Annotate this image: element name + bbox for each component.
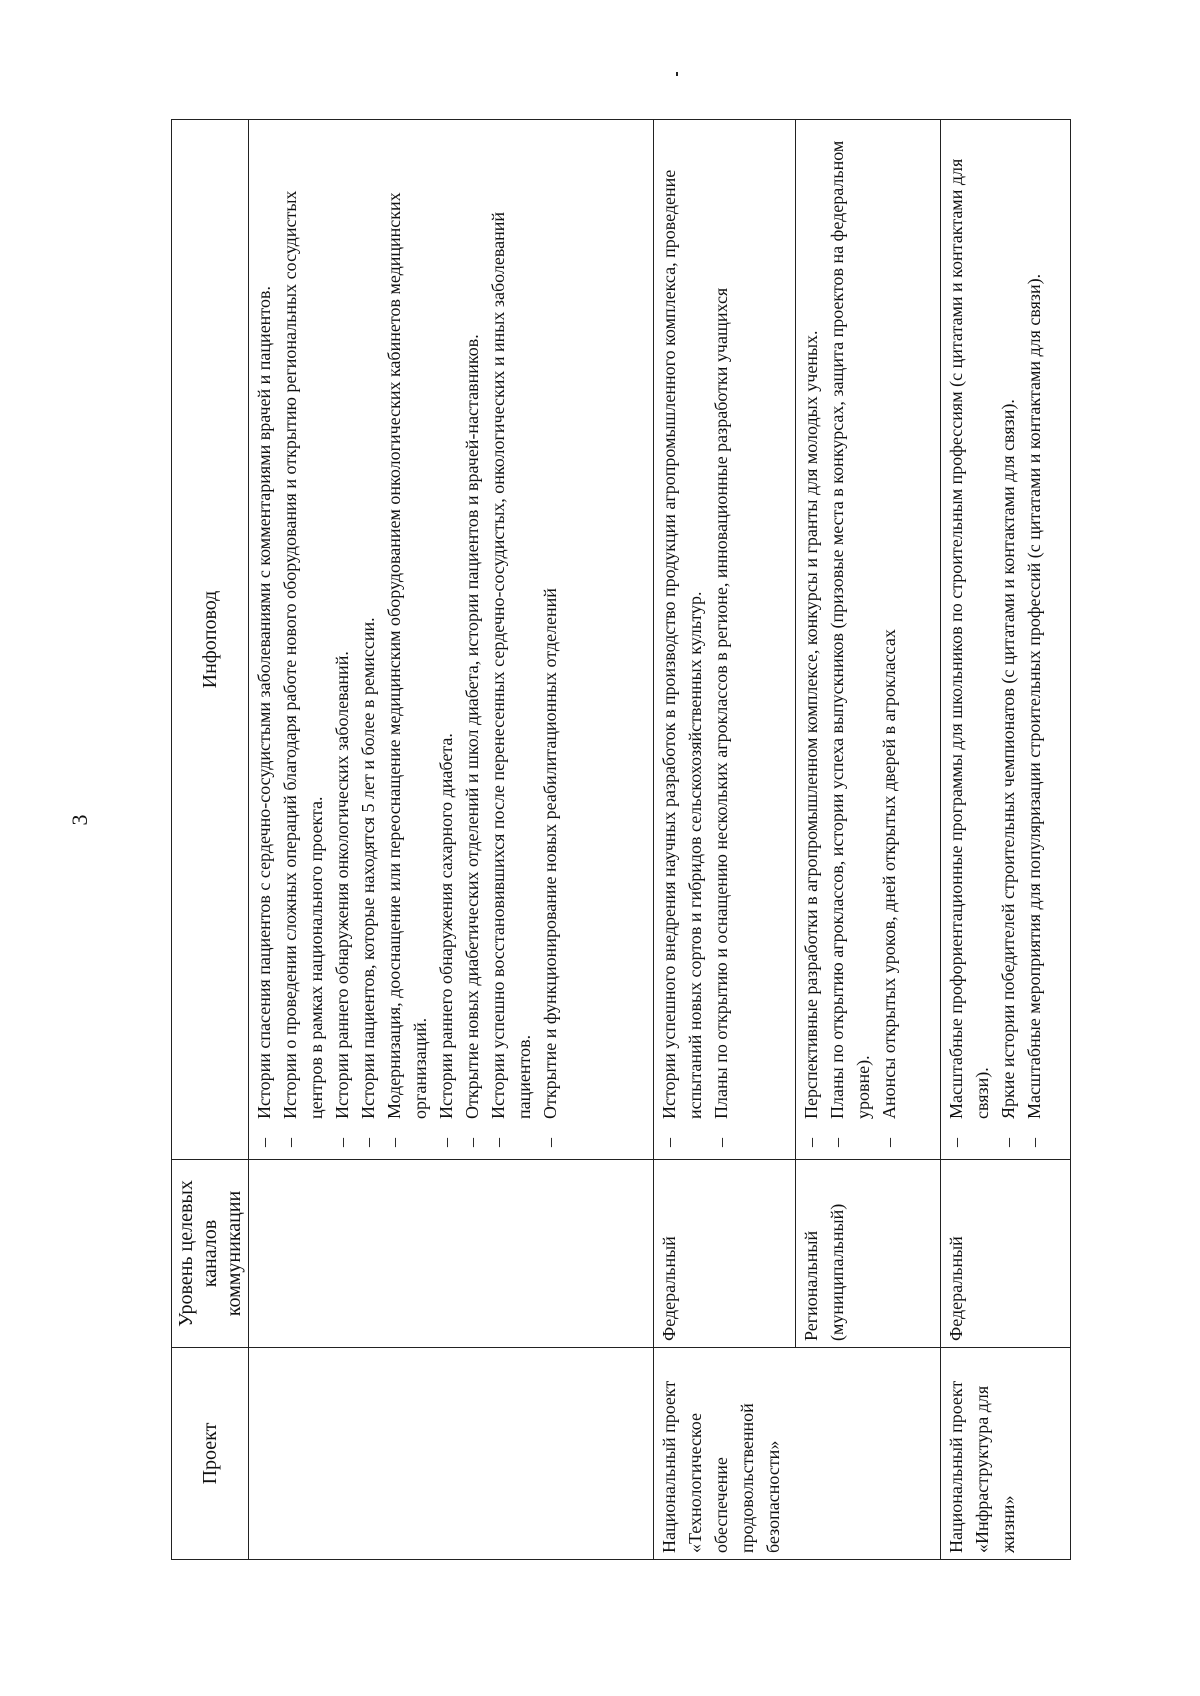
list-item: – Перспективные разработки в агропромышленном комплексе, конкурсы и гранты для молодых ученых. (798, 126, 824, 1153)
list-item: – Истории успешного внедрения научных разработок в производство продукции агропромышленного комплекса, проведение испытаний новых сортов и гибридов сельскохозяйственных культур. (656, 126, 708, 1153)
table-row (654, 120, 796, 1560)
info-cell (941, 120, 1071, 1160)
info-cell (796, 120, 941, 1160)
list-item: – Открытие и функционирование новых реабилитационных отделений (537, 126, 563, 1153)
list-item: – Истории успешно восстановившихся после перенесенных сердечно-сосудистых, онкологических и иных заболеваний пациентов. (485, 126, 537, 1153)
scan-speck (676, 72, 678, 76)
project-cell: Национальный проект «Технологическое обеспечение продовольственной безопасности» (654, 1348, 941, 1560)
list-item: – Истории о проведении сложных операций благодаря работе нового оборудования и открытию региональных сосудистых центров в рамках национального проекта. (277, 126, 329, 1153)
info-cell (249, 120, 654, 1160)
list-item: – Масштабные мероприятия для популяризации строительных профессий (с цитатами и контактами для связи). (1021, 126, 1047, 1153)
list-item: – Модернизация, дооснащение или переоснащение медицинским оборудованием онкологических кабинетов медицинских организаций. (381, 126, 433, 1153)
project-cell (249, 1348, 654, 1560)
info-cell (654, 120, 796, 1160)
table-header-row (172, 120, 249, 1560)
page-number: 3 (67, 814, 92, 826)
list-item: – Истории пациентов, которые находятся 5 лет и более в ремиссии. (355, 126, 381, 1153)
list-item: – Открытие новых диабетических отделений и школ диабета, истории пациентов и врачей-наставников. (459, 126, 485, 1153)
level-cell: Региональный (муниципальный) (796, 1160, 941, 1348)
rotated-table-wrapper (171, 120, 1071, 1560)
table-row (249, 120, 654, 1560)
list-item: – Истории раннего обнаружения онкологических заболеваний. (329, 126, 355, 1153)
level-cell: Федеральный (654, 1160, 796, 1348)
table-row (941, 120, 1071, 1560)
info-list (798, 126, 902, 1153)
info-list (656, 126, 734, 1153)
infopovod-table (171, 119, 1071, 1560)
info-list (943, 126, 1047, 1153)
level-cell (249, 1160, 654, 1348)
level-cell: Федеральный (941, 1160, 1071, 1348)
project-cell: Национальный проект «Инфраструктура для жизни» (941, 1348, 1071, 1560)
list-item: – Истории спасения пациентов с сердечно-сосудистыми заболеваниями с комментариями врачей и пациентов. (251, 126, 277, 1153)
list-item: – Планы по открытию и оснащению нескольких агроклассов в регионе, инновационные разработки учащихся (708, 126, 734, 1153)
table-row (796, 120, 941, 1560)
list-item: – Яркие истории победителей строительных чемпионатов (с цитатами и контактами для связи). (995, 126, 1021, 1153)
list-item: – Планы по открытию агроклассов, истории успеха выпускников (призовые места в конкурсах, защита проектов на федеральном уровне). (824, 126, 876, 1153)
list-item: – Анонсы открытых уроков, дней открытых дверей в агроклассах (876, 126, 902, 1153)
header-project: Проект (172, 1348, 249, 1560)
list-item: – Истории раннего обнаружения сахарного диабета. (433, 126, 459, 1153)
header-info: Инфоповод (172, 120, 249, 1160)
info-list (251, 126, 563, 1153)
list-item: – Масштабные профориентационные программы для школьников по строительным профессиям (с цитатами и контактами для связи). (943, 126, 995, 1153)
header-level: Уровень целевых каналов коммуникации (172, 1160, 249, 1348)
